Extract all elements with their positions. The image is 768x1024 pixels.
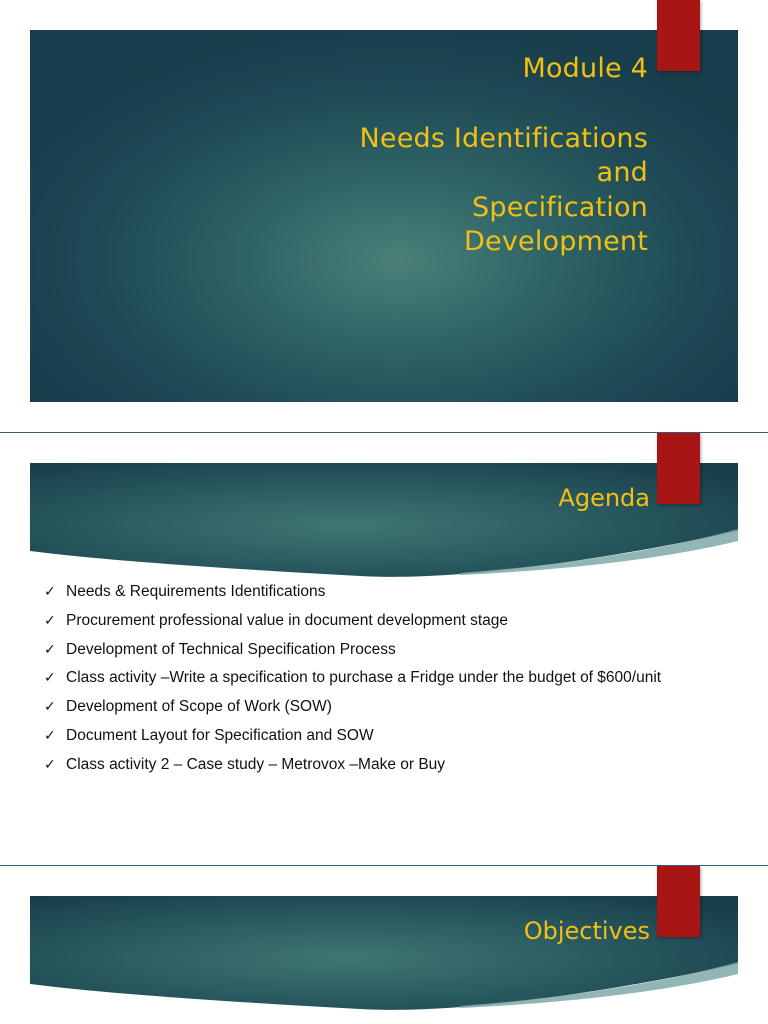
title-line: and [596,157,648,188]
list-item [44,636,661,665]
list-item [44,722,661,751]
objectives-slide [0,866,768,1024]
slide-title [359,52,648,260]
module-label: Module 4 [522,53,648,84]
list-item-text: Development of Technical Specification Process [66,640,396,658]
list-item-text: Needs & Requirements Identifications [66,583,326,600]
list-item-text: Document Layout for Specification and SOW [66,726,374,744]
title-line: Development [464,226,648,257]
list-item [44,607,661,636]
bookmark-icon [657,866,700,937]
title-line: Specification [472,191,648,223]
list-item [44,664,661,693]
list-item-text: Procurement professional value in document development stage [66,611,509,629]
header-background-panel [30,463,738,583]
check-icon: ✓ [44,612,56,629]
bookmark-icon [657,0,700,71]
check-icon: ✓ [44,641,56,658]
title-slide [0,0,768,432]
agenda-list [44,578,661,780]
check-icon: ✓ [44,727,56,744]
list-item [44,578,661,607]
header-background-panel [30,896,738,1016]
agenda-slide [0,433,768,865]
list-item [44,693,661,722]
check-icon: ✓ [44,670,56,687]
check-icon: ✓ [44,699,56,716]
title-line: Needs Identifications [359,122,648,154]
list-item-text: Development of Scope of Work (SOW) [66,698,332,716]
check-icon: ✓ [44,756,56,773]
list-item [44,751,661,780]
check-icon: ✓ [44,584,56,600]
bookmark-icon [657,433,700,504]
slide-heading: Agenda [558,484,650,512]
list-item-text: Class activity –Write a specification to purchase a Fridge under the budget of $600/unit [66,669,662,687]
slide-heading: Objectives [523,917,650,945]
list-item-text: Class activity 2 – Case study – Metrovox –Make or Buy [66,755,446,773]
